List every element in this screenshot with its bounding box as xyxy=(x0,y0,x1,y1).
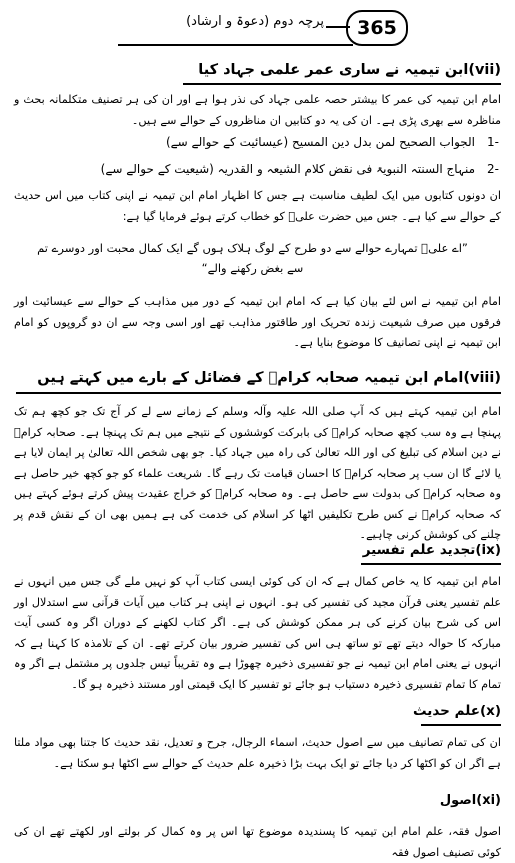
heading-number: (viii) xyxy=(463,370,501,386)
hadith-quote: ”اے علیؓ تمہارے حوالے سے دو طرح کے لوگ ہلاک ہوں گے ایک کمال محبت اور دوسرے تم سے بغض رکھنے والے“ xyxy=(37,241,468,275)
book-item-1 xyxy=(165,135,499,149)
heading-text: تجدید علم تفسیر xyxy=(362,542,476,558)
heading-underline xyxy=(361,563,501,565)
heading-underline xyxy=(16,392,501,394)
header-line xyxy=(326,26,350,28)
heading-text: علم حدیث xyxy=(413,703,480,719)
heading-number: (xi) xyxy=(476,793,501,808)
heading-text: ابن تیمیہ نے ساری عمر علمی جہاد کیا xyxy=(198,62,469,78)
item-number: -2 xyxy=(487,162,499,176)
item-number: -1 xyxy=(487,135,499,149)
paragraph: امام ابن تیمیہ نے اس لئے بیان کیا ہے کہ امام ابن تیمیہ کے دور میں مذاہب کے حوالے سے عیسائیت اور فرقوں میں صرف شیعیت زندہ تحریک اور طاقتور مذاہب تھے اور اسی وجہ سے ان دو گروپوں کو امام ابن تیمیہ نے اپنی تصانیف کا موضوع بنایا ہے۔ xyxy=(14,295,501,349)
header-title: پرچہ دوم (دعوۃ و ارشاد) xyxy=(186,14,324,29)
heading-text: امام ابن تیمیہ صحابہ کرامؓ کے فضائل کے بارے میں کہتے ہیں xyxy=(37,370,464,386)
heading-x xyxy=(413,703,501,719)
heading-number: (x) xyxy=(479,703,501,719)
heading-ix xyxy=(363,542,501,558)
book-title: منہاج السنتہ النبویۃ فی نقض کلام الشیعہ و القدریہ (شیعیت کے حوالے سے) xyxy=(100,162,475,176)
heading-number: (vii) xyxy=(468,62,501,78)
paragraph: اصول فقہ، علم امام ابن تیمیہ کا پسندیدہ موضوع تھا اس پر وہ کمال کر بولتے اور لکھتے تھے ان کی کوئی تصنیف اصول فقہ xyxy=(14,825,501,859)
page-header xyxy=(118,8,408,52)
page-number: 365 xyxy=(346,10,408,46)
paragraph: ان کی تمام تصانیف میں سے اصول حدیث، اسماء الرجال، جرح و تعدیل، نقد حدیث کا جتنا بھی مواد ملتا ہے اگر ان کو اکٹھا کر دیا جائے تو ایک بہت بڑا ذخیرہ علم حدیث کے حوالے سے اکٹھا ہو سکتا ہے۔ xyxy=(14,736,501,770)
book-title: الجواب الصحیح لمن بدل دین المسیح (عیسائیت کے حوالے سے) xyxy=(165,135,475,149)
paragraph: امام ابن تیمیہ کہتے ہیں کہ آپ صلی اللہ علیہ وآلہ وسلم کے زمانے سے لے کر آج تک جو کچھ ہم تک پہنچا ہے وہ سب کچھ صحابہ کرامؓ کی بابرکت کوششوں کے نتیجے میں ہم تک پہنچا ہے۔ صحابہ کرامؓ نے دین اسلام کی تبلیغ کی اور اللہ تعالیٰ کی راہ میں جہاد کیا۔ جو بھی شخص اللہ تعالیٰ پر ایمان لایا ہے یا لائے گا ان سب پر صحابہ کرامؓ کا احسان قیامت تک رہے گا۔ شریعت علماء کو جو کچھ خیر حاصل ہے وہ صحابہ کرامؓ کی بدولت سے حاصل ہے۔ وہ صحابہ کرامؓ کو خراج عقیدت پیش کرتے ہوئے کہتے ہیں کہ صحابہ کرامؓ نے کس طرح تکلیفیں اٹھا کر اسلام کی خدمت کی ہے ہمیں بھی ان کے نقش قدم پر چلنے کی کوشش کرنی چاہیے۔ xyxy=(14,405,501,541)
header-rule xyxy=(118,44,353,46)
heading-underline xyxy=(183,83,501,85)
paragraph: امام ابن تیمیہ کا یہ خاص کمال ہے کہ ان کی کوئی ایسی کتاب آپ کو نہیں ملے گی جس میں انہوں نے علم تفسیر یعنی قرآن مجید کی تفسیر کی ہو۔ انہوں نے اپنی ہر کتاب میں آیات قرآنی سے استدلال اور اس کی شرح بیان کرنے کی ہر ممکن کوشش کی ہے۔ اگر کتاب لکھنے کے دوران اگر وہ کسی آیت مبارکہ کا حوالہ دیتے تھے تو ساتھ ہی اس کی تفسیر ضرور بیان کرتے تھے۔ ان کے تلامذہ کا کہنا ہے کہ انہوں نے یعنی امام ابن تیمیہ نے جو تفسیری ذخیرہ چھوڑا ہے وہ تقریباً تیس جلدوں پر مشتمل ہے اگر وہ تمام کا تمام تفسیری ذخیرہ دستیاب ہو جائے تو تفسیر کا ایک قیمتی اور مستند ذخیرہ ہو گا۔ xyxy=(14,575,501,691)
paragraph: ان دونوں کتابوں میں ایک لطیف مناسبت ہے جس کا اظہار امام ابن تیمیہ نے اپنی کتاب میں اس حدیث کے حوالے سے کیا ہے۔ جس میں حضرت علیؓ کو خطاب کرتے ہوئے فرمایا گیا ہے: xyxy=(14,189,501,223)
heading-number: (ix) xyxy=(475,542,501,558)
heading-viii xyxy=(37,370,501,386)
heading-vii xyxy=(198,62,501,78)
heading-text: اصول xyxy=(439,793,477,808)
book-item-2 xyxy=(100,162,499,176)
paragraph: امام ابن تیمیہ کی عمر کا بیشتر حصہ علمی جہاد کی نذر ہوا ہے اور ان کی ہر تصنیف متکلمانہ بحث و مناظرہ سے بھری پڑی ہے۔ ان کی یہ دو کتابیں ان مناظروں کے حوالے سے ہیں۔ xyxy=(14,93,501,127)
heading-underline xyxy=(421,724,501,726)
heading-xi xyxy=(440,793,501,808)
